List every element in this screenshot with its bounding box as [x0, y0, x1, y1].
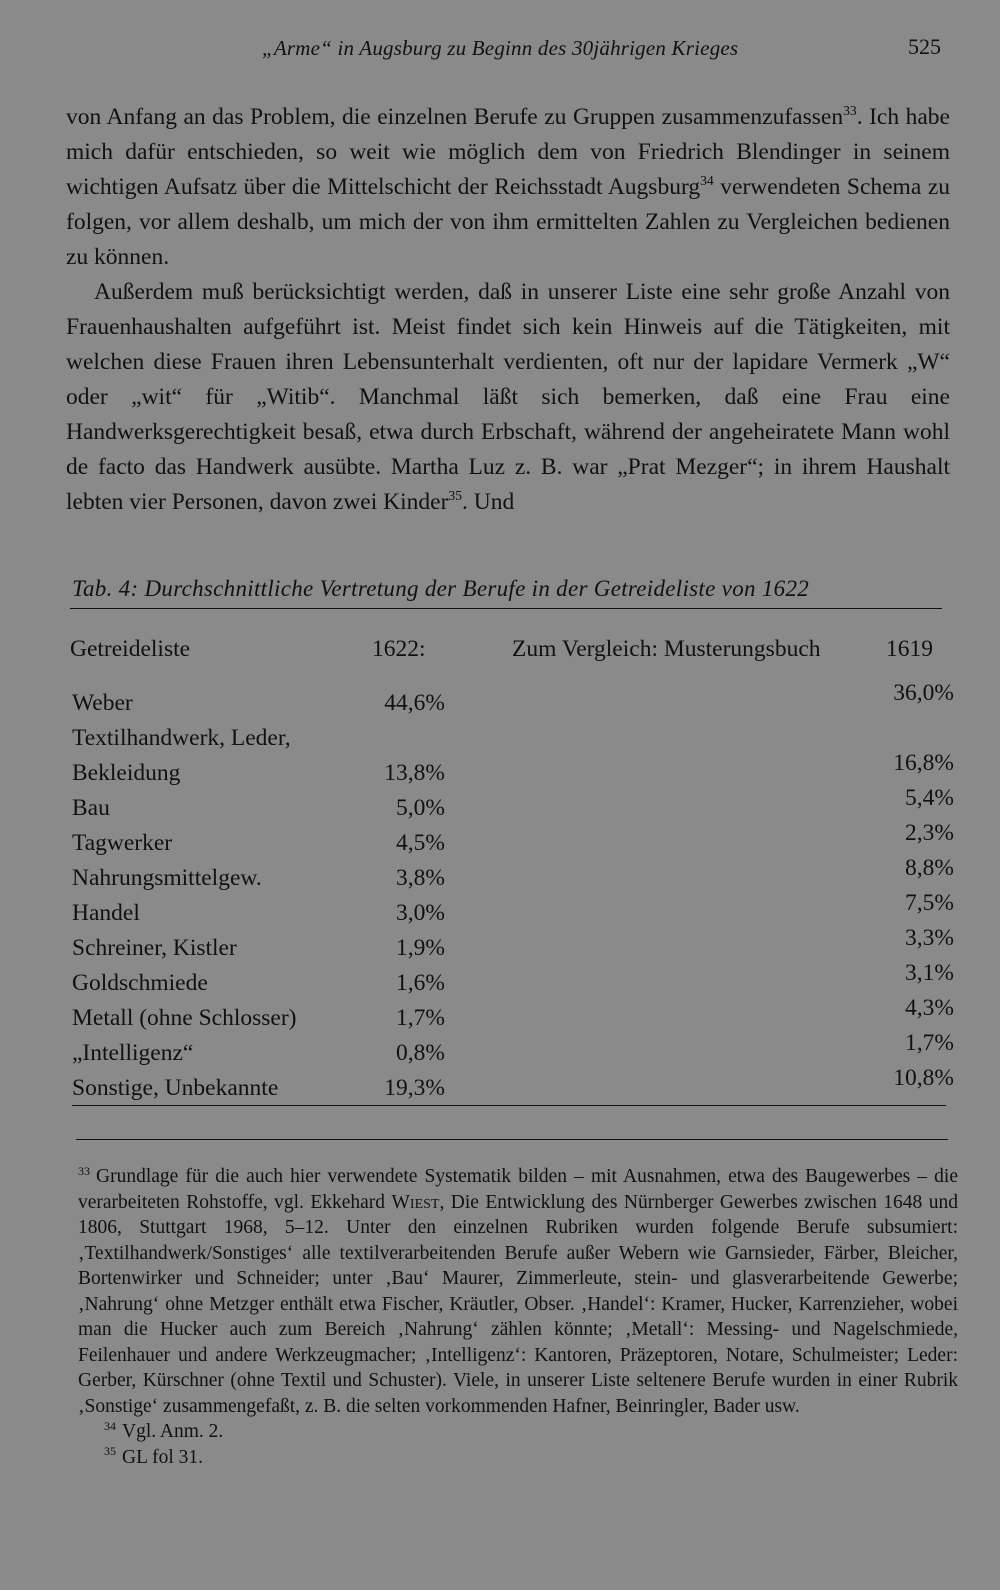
- running-head: [0, 34, 1000, 70]
- value-1622-cell: 1,9%: [396, 935, 445, 961]
- footnote-ref-34: 34: [700, 173, 714, 189]
- body-text: [66, 100, 950, 520]
- footnote-34-text: Vgl. Anm. 2.: [122, 1421, 224, 1442]
- header-getreideliste: Getreideliste: [70, 636, 191, 662]
- footnotes: [78, 1164, 958, 1470]
- value-1619-cell: 3,3%: [905, 925, 954, 951]
- occupation-cell: Bekleidung: [72, 760, 181, 786]
- footnote-33-text-a: Grundlage für die auch hier verwendete Systematik bilden – mit Ausnahmen, etwa des Baugewerbes – die verarbeiteten Rohstoffe, vgl. Ekkehard: [78, 1166, 958, 1213]
- table-bottom-rule: [72, 1105, 946, 1106]
- value-1619-cell: 16,8%: [893, 750, 954, 776]
- header-1622: 1622:: [372, 636, 426, 662]
- value-1622-cell: 1,6%: [396, 970, 445, 996]
- value-1619-cell: 5,4%: [905, 785, 954, 811]
- paragraph-1-text-b: . Ich habe mich dafür entschieden, so weit wie möglich dem von Friedrich Blendinger in seinem wichtigen Aufsatz über die Mittelschicht der Reichsstadt Augsburg: [66, 104, 950, 200]
- table-row: [0, 1065, 1000, 1108]
- value-1619-cell: 8,8%: [905, 855, 954, 881]
- paragraph-1: [66, 100, 950, 275]
- value-1622-cell: 13,8%: [384, 760, 445, 786]
- paragraph-1-text-c: verwendeten Schema zu folgen, vor allem deshalb, um mich der von ihm ermittelten Zahlen zu Vergleichen bedienen zu können.: [66, 174, 951, 270]
- value-1619-cell: 36,0%: [893, 680, 954, 706]
- footnote-33-author: Wiest: [391, 1191, 440, 1213]
- footnote-35-text: GL fol 31.: [122, 1446, 204, 1468]
- footnote-34-number: 34: [104, 1418, 116, 1433]
- header-1619: 1619: [886, 636, 933, 662]
- value-1619-cell: 4,3%: [905, 995, 954, 1021]
- occupation-cell: Tagwerker: [72, 830, 173, 856]
- paragraph-2: [66, 275, 950, 520]
- footnote-ref-33: 33: [843, 103, 857, 119]
- value-1622-cell: 3,8%: [396, 865, 445, 891]
- table-header: [0, 636, 1000, 672]
- footnote-34: [78, 1419, 958, 1445]
- paragraph-2-text-b: . Und: [462, 489, 515, 515]
- footnote-separator: [76, 1139, 948, 1140]
- value-1619-cell: 1,7%: [905, 1030, 954, 1056]
- occupation-cell: Weber: [72, 690, 133, 716]
- occupation-cell: Sonstige, Unbekannte: [72, 1075, 279, 1101]
- table-caption: Tab. 4: Durchschnittliche Vertretung der Berufe in der Getreideliste von 1622: [72, 576, 810, 601]
- table-body: [0, 680, 1000, 1108]
- occupation-cell: „Intelligenz“: [72, 1040, 194, 1066]
- value-1622-cell: 44,6%: [384, 690, 445, 716]
- occupation-cell: Metall (ohne Schlosser): [72, 1005, 297, 1031]
- paragraph-1-text-a: von Anfang an das Problem, die einzelnen Berufe zu Gruppen zusammenzufassen: [66, 104, 844, 130]
- value-1619-cell: 10,8%: [893, 1065, 954, 1091]
- value-1622-cell: 19,3%: [384, 1075, 445, 1101]
- paragraph-2-text-a: Außerdem muß berücksichtigt werden, daß in unserer Liste eine sehr große Anzahl von Frauenhaushalten aufgeführt ist. Meist findet sich kein Hinweis auf die Tätigkeiten, mit welchen diese Frauen ihren Lebensunterhalt verdienten, oft nur der lapidare Vermerk „W“ oder „wit“ für „Witib“. Manchmal läßt sich bemerken, daß eine Frau eine Handwerksgerechtigkeit besaß, etwa durch Erbschaft, während der angeheiratete Mann wohl de facto das Handwerk ausübte. Martha Luz z. B. war „Prat Mezger“; in ihrem Haushalt lebten vier Personen, davon zwei Kinder: [66, 279, 950, 515]
- header-comparison: Zum Vergleich: Musterungsbuch: [512, 636, 821, 662]
- table-top-rule: [70, 608, 942, 609]
- occupation-cell: Bau: [72, 795, 110, 821]
- value-1622-cell: 1,7%: [396, 1005, 445, 1031]
- running-title: „Arme“ in Augsburg zu Beginn des 30jährigen Krieges: [262, 36, 739, 60]
- occupation-cell: Schreiner, Kistler: [72, 935, 237, 961]
- value-1619-cell: 2,3%: [905, 820, 954, 846]
- value-1619-cell: 7,5%: [905, 890, 954, 916]
- footnote-33: [78, 1164, 958, 1419]
- page-number: 525: [908, 34, 941, 59]
- value-1622-cell: 3,0%: [396, 900, 445, 926]
- value-1619-cell: 3,1%: [905, 960, 954, 986]
- footnote-ref-35: 35: [448, 488, 463, 504]
- occupation-cell: Goldschmiede: [72, 970, 208, 996]
- table-row: [0, 680, 1000, 723]
- value-1622-cell: 4,5%: [396, 830, 445, 856]
- footnote-33-number: 33: [78, 1163, 90, 1178]
- occupation-cell: Textilhandwerk, Leder,: [72, 725, 291, 751]
- value-1622-cell: 5,0%: [396, 795, 445, 821]
- occupation-cell: Nahrungsmittelgew.: [72, 865, 262, 891]
- value-1622-cell: 0,8%: [396, 1040, 445, 1066]
- occupation-cell: Handel: [72, 900, 140, 926]
- footnote-35-number: 35: [104, 1444, 116, 1458]
- footnote-35: [78, 1445, 958, 1471]
- footnote-33-text-b: , Die Entwicklung des Nürnberger Gewerbes zwischen 1648 und 1806, Stuttgart 1968, 5–12. Unter den einzelnen Rubriken wurden folgende Berufe subsumiert: ‚Textilhandwerk/Sonstiges‘ alle textilverarbeitenden Berufe außer Webern wie Garnsieder, Färber, Bleicher, Bortenwirker und Schneider; unter ‚Bau‘ Maurer, Zimmerleute, stein- und glasverarbeitende Gewerbe; ‚Nahrung‘ ohne Metzger enthält etwa Fischer, Kräutler, Obser. ‚Handel‘: Kramer, Hucker, Karrenzieher, wobei man die Hucker auch zum Bereich ‚Nahrung‘ zählen könnte; ‚Metall‘: Messing- und Nagelschmiede, Feilenhauer und andere Werkzeugmacher; ‚Intelligenz‘: Kantoren, Präzeptoren, Notare, Schulmeister; Leder: Gerber, Kürschner (ohne Textil und Schuster). Viele, in unserer Liste seltenere Berufe wurden in einer Rubrik ‚Sonstige‘ zusammengefaßt, z. B. die selten vorkommenden Hafner, Beinringler, Bader usw.: [78, 1191, 959, 1417]
